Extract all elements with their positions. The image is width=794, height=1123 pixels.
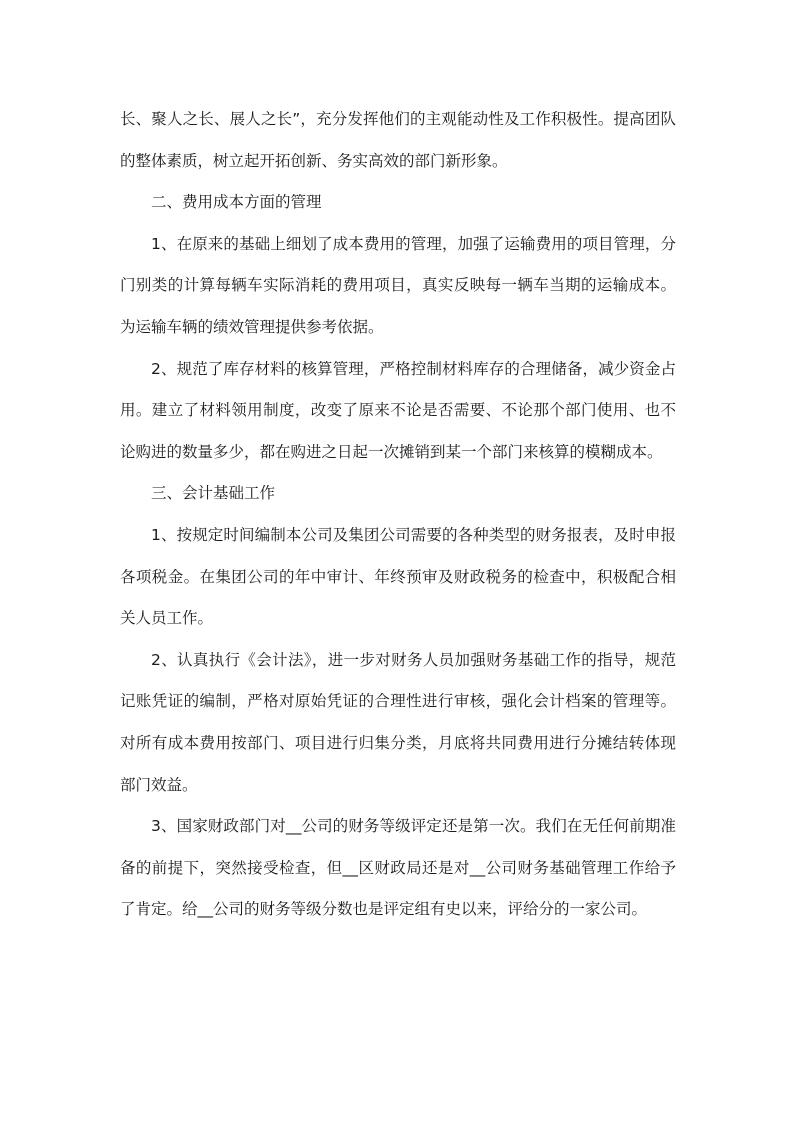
paragraph-1: 长、聚人之长、展人之长”，充分发挥他们的主观能动性及工作积极性。提高团队的整体素质，树立起开拓创新、务实高效的部门新形象。 bbox=[120, 110, 676, 170]
paragraph-accounting-item-2: 2、认真执行《会计法》，进一步对财务人员加强财务基础工作的指导，规范记账凭证的编制，严格对原始凭证的合理性进行审核，强化会计档案的管理等。对所有成本费用按部门、项目进行归集分类，月底将共同费用进行分摊结转体现部门效益。 bbox=[120, 650, 676, 794]
paragraph-accounting-item-1: 1、按规定时间编制本公司及集团公司需要的各种类型的财务报表，及时申报各项税金。在集团公司的年中审计、年终预审及财政税务的检查中，积极配合相关人员工作。 bbox=[120, 525, 676, 628]
paragraph-accounting-item-3: 3、国家财政部门对__公司的财务等级评定还是第一次。我们在无任何前期准备的前提下，突然接受检查，但__区财政局还是对__公司财务基础管理工作给予了肯定。给__公司的财务等级分数也是评定组有史以来，评给分的一家公司。 bbox=[120, 817, 676, 919]
section-heading-cost-management: 二、费用成本方面的管理 bbox=[151, 193, 322, 212]
paragraph-cost-item-2: 2、规范了库存材料的核算管理，严格控制材料库存的合理储备，减少资金占用。建立了材料领用制度，改变了原来不论是否需要、不论那个部门使用、也不论购进的数量多少，都在购进之日起一次摊销到某一个部门来核算的模糊成本。 bbox=[120, 359, 676, 461]
section-heading-accounting-basics: 三、会计基础工作 bbox=[151, 484, 276, 503]
paragraph-cost-item-1: 1、在原来的基础上细划了成本费用的管理，加强了运输费用的项目管理，分门别类的计算每辆车实际消耗的费用项目，真实反映每一辆车当期的运输成本。为运输车辆的绩效管理提供参考依据。 bbox=[120, 234, 676, 336]
document-page bbox=[120, 99, 676, 931]
